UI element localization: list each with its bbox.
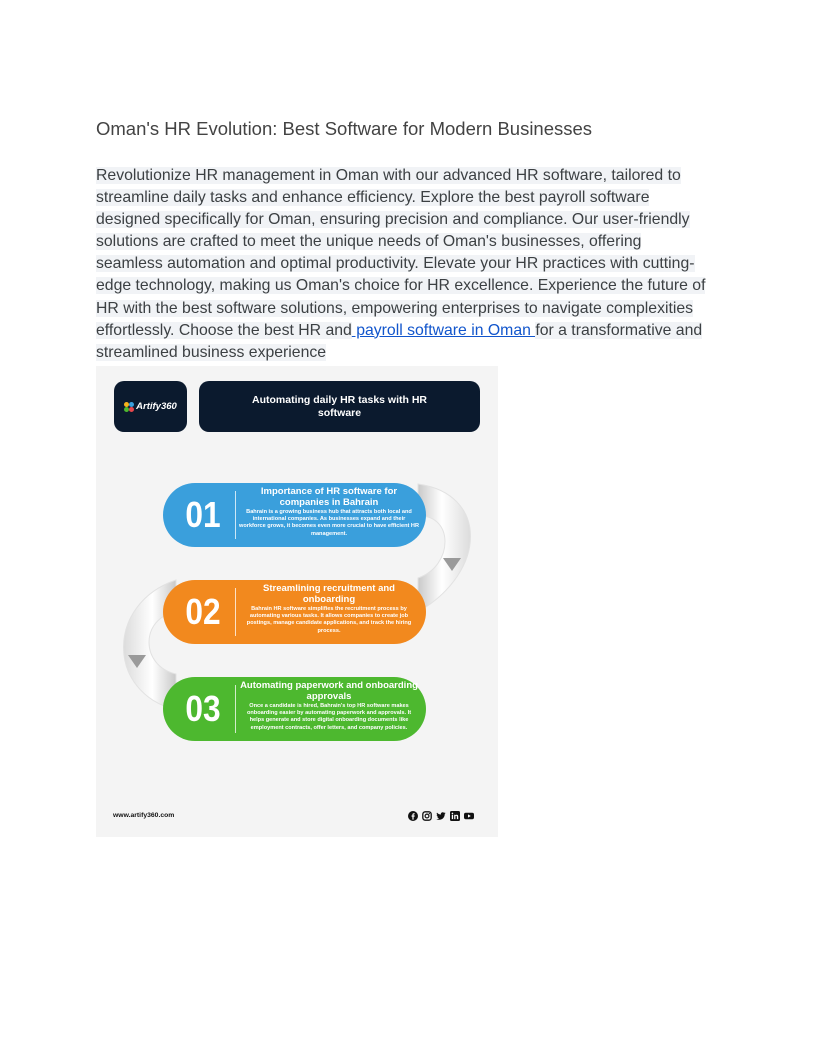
linkedin-icon	[449, 810, 460, 821]
instagram-icon	[421, 810, 432, 821]
youtube-icon	[463, 810, 474, 821]
right-connector-curve	[418, 484, 471, 612]
facebook-icon	[407, 810, 418, 821]
body-paragraph	[96, 165, 706, 364]
step-2-divider	[235, 588, 236, 636]
step-1-card	[163, 483, 426, 547]
step-3-divider	[235, 685, 236, 733]
social-icons	[407, 810, 474, 821]
step-2-number: 02	[185, 591, 221, 632]
step-3-number: 03	[185, 688, 221, 729]
website-url: www.artify360.com	[113, 812, 175, 819]
step-1-number: 01	[185, 494, 221, 535]
infographic-header-text: Automating daily HR tasks with HR software	[251, 394, 428, 419]
body-text-before-link: Revolutionize HR management in Oman with our advanced HR software, tailored to streamline daily tasks and enhance efficiency. Explore the best payroll software designed specifically for Oman, ensuring precision and compliance. Our user-friendly solutions are crafted to meet the unique needs of Oman's businesses, offering seamless automation and optimal productivity. Elevate your HR practices with cutting-edge technology, making us Oman's choice for HR excellence. Experience the future of HR with the best software solutions, empowering enterprises to navigate complexities effortlessly. Choose the best HR and	[96, 167, 706, 339]
logo-text: Artify360	[136, 401, 177, 412]
step-3-description: Once a candidate is hired, Bahrain's top HR software makes onboarding easier by automating paperwork and approvals. It helps generate and store digital onboarding documents like employment contracts, offer letters, and company policies.	[246, 703, 412, 731]
step-1-divider	[235, 491, 236, 539]
body-text-after-link: for a transformative and streamlined business experience	[96, 321, 703, 361]
step-2-title: Streamlining recruitment and onboarding	[263, 583, 395, 605]
step-1-description: Bahrain is a growing business hub that attracts both local and international companies. As businesses expand and their workforce grows, it becomes even more crucial to have efficient HR management.	[239, 509, 419, 537]
hr-infographic-image	[96, 366, 498, 837]
step-2-card	[163, 580, 426, 644]
twitter-icon	[435, 810, 446, 821]
step-2-description: Bahrain HR software simplifies the recruitment process by automating various tasks. It allows companies to create job postings, manage candidate applications, and track the hiring process.	[246, 606, 412, 634]
step-1-title: Importance of HR software for companies in Bahrain	[260, 486, 398, 508]
payroll-software-link[interactable]: payroll software in Oman	[351, 321, 536, 339]
document-title: Oman's HR Evolution: Best Software for Modern Businesses	[96, 118, 593, 139]
step-3-title: Automating paperwork and onboarding approvals	[240, 680, 418, 702]
step-3-card	[163, 677, 426, 741]
